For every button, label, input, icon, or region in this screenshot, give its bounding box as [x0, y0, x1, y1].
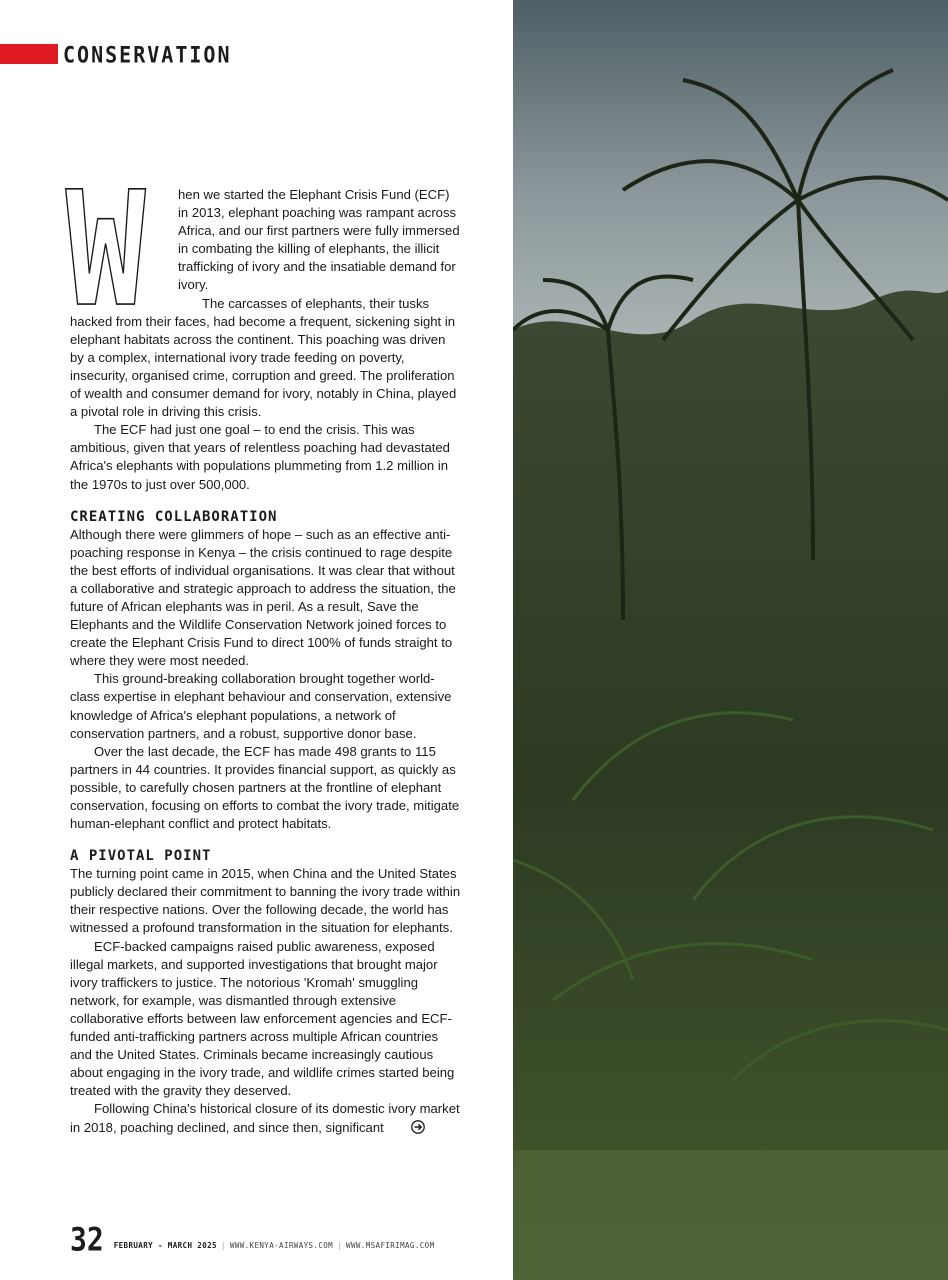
article-paragraph: The turning point came in 2015, when China and the United States publicly declared their commitment to banning the ivory trade within their respective nations. Over the following decade, the world has witnessed a profound transformation in the situation for elephants.	[70, 866, 461, 936]
article-paragraph: Over the last decade, the ECF has made 498 grants to 115 partners in 44 countries. It provides financial support, as quickly as possible, to carefully chosen partners at the frontline of elephant conservation, focusing on efforts to combat the ivory trade, mitigate human-elephant conflict and protect habitats.	[70, 743, 460, 832]
article-paragraph-text: Following China's historical closure of its domestic ivory market in 2018, poaching declined, and since then, significant	[70, 1101, 460, 1135]
drop-cap	[64, 186, 170, 306]
page-number: 32	[70, 1220, 104, 1259]
palm-forest-photo	[513, 0, 948, 1280]
vegetation-mass	[513, 290, 948, 1280]
section-label: CONSERVATION	[63, 41, 232, 69]
article-body	[65, 186, 462, 1137]
article-paragraph: Although there were glimmers of hope – such as an effective anti-poaching response in Kenya – the crisis continued to rage despite the best efforts of individual organisations. It was clear that without a collaborative and strategic approach to address the situation, the future of African elephants was in peril. As a result, Save the Elephants and the Wildlife Conservation Network joined forces to create the Elephant Crisis Fund to direct 100% of funds straight to where they were most needed.	[70, 526, 456, 669]
undergrowth	[513, 1150, 948, 1280]
issue-date: FEBRUARY - MARCH 2025	[113, 1241, 217, 1250]
article-paragraph: ECF-backed campaigns raised public awareness, exposed illegal markets, and supported investigations that brought major ivory traffickers to justice. The notorious 'Kromah' smuggling network, for example, was dismantled through extensive collaborative efforts between law enforcement agencies and ECF-funded anti-trafficking partners across multiple African countries and the United States. Criminals became increasingly cautious about engaging in the ivory trade, and wildlife crimes started being treated with the gravity they deserved.	[70, 938, 455, 1099]
article-paragraph: The carcasses of elephants, their tusks hacked from their faces, had become a frequent, sickening sight in elephant habitats across the continent. This poaching was driven by a complex, international ivory trade feeding on poverty, insecurity, organised crime, corruption and greed. The proliferation of wealth and consumer demand for ivory, notably in China, played a pivotal role in driving this crisis.	[70, 295, 457, 420]
lead-paragraph	[65, 186, 462, 306]
subheading-pivotal-point: A PIVOTAL POINT	[70, 848, 212, 865]
separator: |	[220, 1241, 226, 1250]
subheading-creating-collaboration: CREATING COLLABORATION	[70, 508, 278, 525]
article-paragraph: The ECF had just one goal – to end the crisis. This was ambitious, given that years of relentless poaching had devastated Africa's elephants with populations plummeting from 1.2 million in the 1970s to just over 500,000.	[70, 422, 450, 492]
section-accent-bar	[0, 44, 58, 64]
footer-url-kenya-airways[interactable]: WWW.KENYA-AIRWAYS.COM	[229, 1241, 334, 1250]
lead-paragraph-text: hen we started the Elephant Crisis Fund (ECF) in 2013, elephant poaching was rampant across Africa, and our first partners were fully immersed in combating the killing of elephants, the illicit trafficking of ivory and the insatiable demand for ivory.	[178, 187, 460, 293]
drop-cap-letter: W	[65, 186, 146, 306]
arrow-circle-right-icon	[387, 1120, 401, 1134]
page-footer	[70, 1220, 435, 1259]
footer-credits	[114, 1241, 435, 1250]
article-paragraph	[70, 1100, 462, 1136]
article-paragraph: This ground-breaking collaboration brought together world-class expertise in elephant behaviour and conservation, extensive knowledge of Africa's elephant populations, a network of conservation partners, and a robust, supportive donor base.	[70, 671, 452, 741]
footer-url-msafiri[interactable]: WWW.MSAFIRIMAG.COM	[346, 1241, 435, 1250]
separator: |	[337, 1241, 343, 1250]
